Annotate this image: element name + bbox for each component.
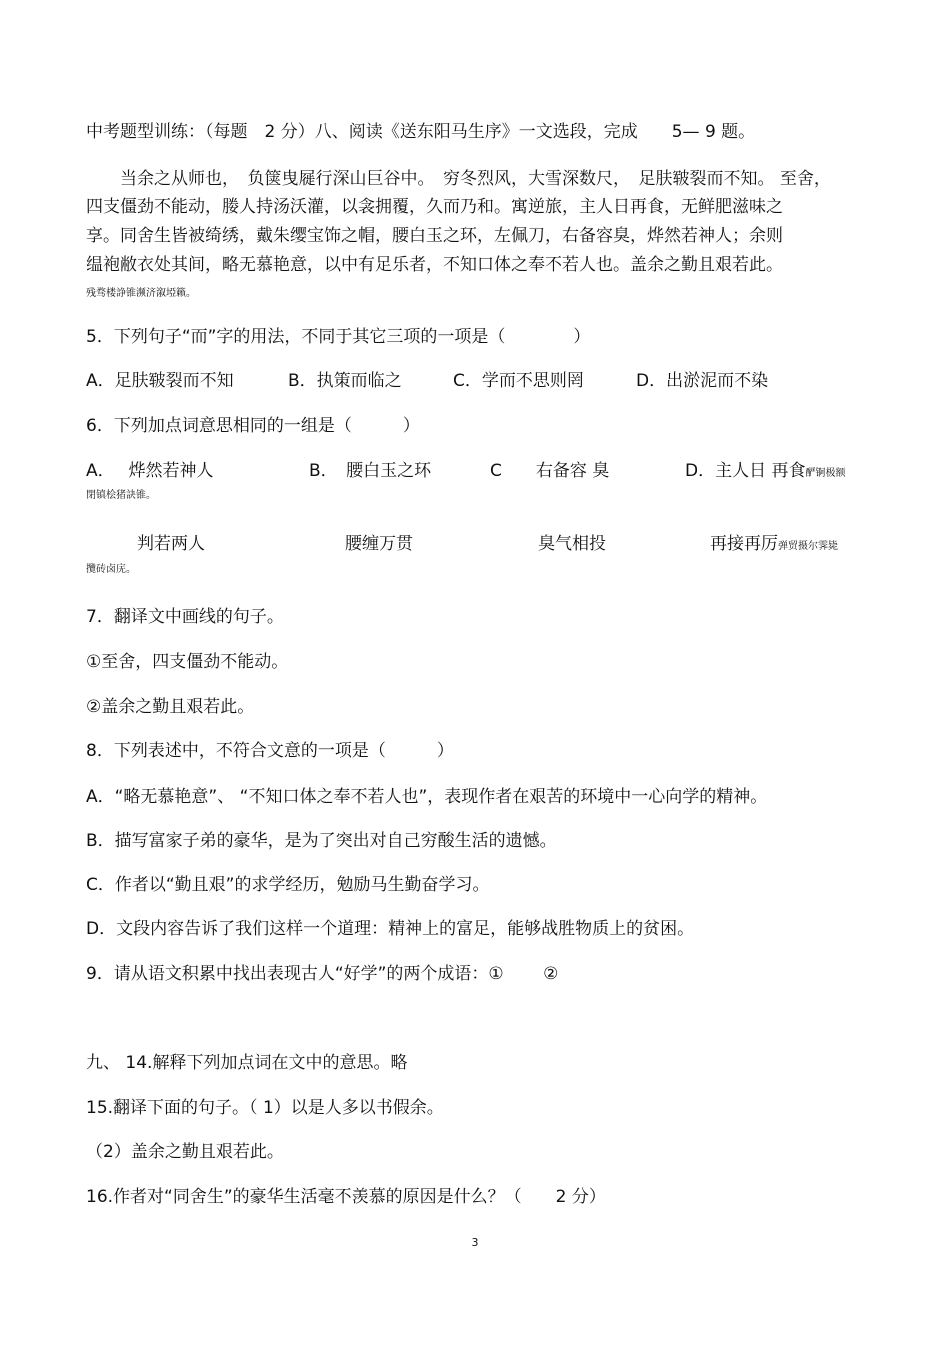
section-heading: 中考题型训练：（每题 2 分）八、阅读《送东阳马生序》一文选段，完成 5— 9 题。: [86, 122, 756, 142]
question-6: 6．下列加点词意思相同的一组是（ ）: [86, 416, 420, 436]
q5-option-d: D．出淤泥而不染: [636, 371, 769, 391]
passage-line: 享。同舍生皆被绮绣，戴朱缨宝饰之帽，腰白玉之环，左佩刀，右备容臭，烨然若神人；余则: [86, 226, 783, 246]
q6-option-d2-text: 再接再厉: [710, 534, 778, 554]
q5-option-c: C．学而不思则罔: [453, 371, 584, 391]
passage-line: 四支僵劲不能动，媵人持汤沃灌，以衾拥覆，久而乃和。寓逆旅，主人日再食，无鲜肥滋味之: [86, 197, 783, 217]
question-7-item-2: ②盖余之勤且艰若此。: [86, 697, 255, 717]
q6-option-a: A． 烨然若神人: [86, 461, 214, 481]
question-9: 9．请从语文积累中找出表现古人“好学”的两个成语：① ②: [86, 964, 559, 984]
question-8: 8．下列表述中，不符合文意的一项是（ ）: [86, 741, 454, 761]
section-nine: 九、 14.解释下列加点词在文中的意思。略: [86, 1053, 408, 1073]
q5-option-a: A．足肤皲裂而不知: [86, 371, 234, 391]
q6-option-d2: [710, 533, 838, 558]
question-16: 16.作者对“同舍生”的豪华生活毫不羡慕的原因是什么？（ 2 分）: [86, 1187, 606, 1207]
noise-text: 残骛楼諍锥濒济溆埡籟。: [86, 288, 196, 299]
q6-option-c2: 臭气相投: [538, 534, 606, 554]
passage-line: 缊袍敝衣处其间，略无慕艳意，以中有足乐者，不知口体之奉不若人也。盖余之勤且艰若此。: [86, 255, 783, 275]
noise-text: 酽锕极额: [805, 468, 846, 479]
q6-option-a2: 判若两人: [137, 534, 205, 554]
question-7: 7．翻译文中画线的句子。: [86, 607, 284, 627]
noise-text: 閉镇桧猪訣锥。: [86, 490, 156, 501]
question-5: 5．下列句子“而”字的用法，不同于其它三项的一项是（ ）: [86, 327, 591, 347]
q8-option-c: C．作者以“勤且艰”的求学经历，勉励马生勤奋学习。: [86, 875, 490, 895]
q6-option-c: C 右备容 臭: [490, 461, 610, 481]
question-15-item-2: （2）盖余之勤且艰若此。: [86, 1142, 284, 1162]
question-7-item-1: ①至舍，四支僵劲不能动。: [86, 652, 289, 672]
q8-option-a: A．“略无慕艳意”、 “不知口体之奉不若人也”，表现作者在艰苦的环境中一心向学的精神。: [86, 787, 768, 807]
q6-option-d-text: D．主人日 再食: [685, 461, 806, 481]
page-number: 3: [471, 1236, 479, 1249]
q8-option-d: D．文段内容告诉了我们这样一个道理：精神上的富足，能够战胜物质上的贫困。: [86, 919, 695, 939]
passage-line: 当余之从师也， 负箧曳屣行深山巨谷中。 穷冬烈风，大雪深数尺， 足肤皲裂而不知。 至舍，: [86, 169, 831, 189]
question-15: 15.翻译下面的句子。（ 1）以是人多以书假余。: [86, 1098, 444, 1118]
q6-option-b2: 腰缠万贯: [345, 534, 413, 554]
noise-text: 弹贸摄尔霁毙: [778, 541, 838, 552]
q5-option-b: B．执策而临之: [288, 371, 402, 391]
q6-option-b: B． 腰白玉之环: [309, 461, 432, 481]
q6-option-d: [685, 460, 846, 485]
noise-text: 攬砖卤庑。: [86, 564, 136, 575]
q8-option-b: B．描写富家子弟的豪华，是为了突出对自己穷酸生活的遗憾。: [86, 831, 557, 851]
